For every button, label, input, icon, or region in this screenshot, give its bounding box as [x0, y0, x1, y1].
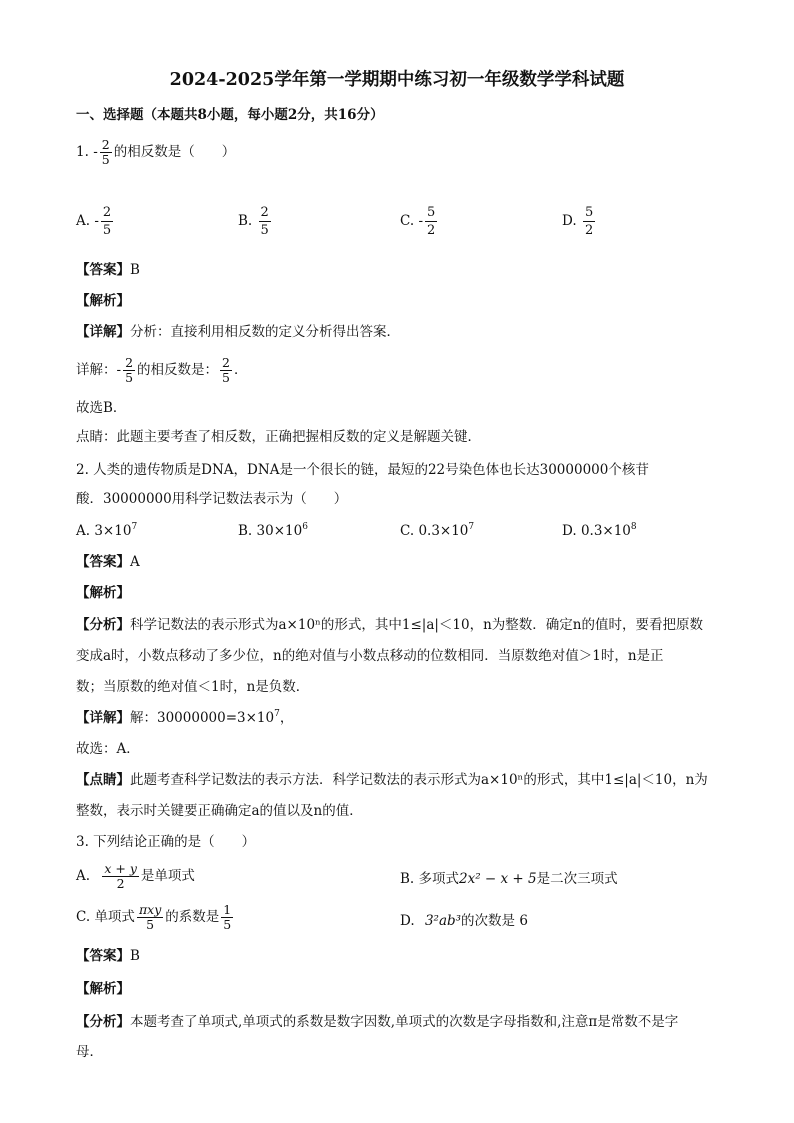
- q2-fenxi-2: 变成a时，小数点移动了多少位，n的绝对值与小数点移动的位数相同．当原数绝对值＞1时，n是正: [76, 648, 664, 664]
- page-title: 2024-2025学年第一学期期中练习初一年级数学学科试题: [169, 70, 625, 90]
- fraction: [102, 862, 139, 891]
- option-letter: D.: [400, 913, 415, 929]
- q1-option-a: [76, 204, 115, 239]
- answer-tag: 【答案】: [76, 554, 130, 570]
- answer-tag: 【答案】: [76, 948, 130, 964]
- option-base: 30×10: [256, 523, 303, 539]
- fraction: [220, 356, 232, 385]
- q1-option-d: [562, 204, 597, 239]
- option-text: 的系数是: [165, 909, 220, 925]
- denominator: 5: [146, 917, 155, 932]
- option-base: 0.3×10: [418, 523, 469, 539]
- math-expression: 3²ab³: [424, 913, 462, 929]
- q2-analysis-tag: 【解析】: [76, 585, 130, 601]
- numerator: 5: [584, 205, 594, 220]
- solution-prefix: 详解：-: [76, 362, 122, 378]
- option-letter: D.: [562, 213, 577, 229]
- denominator: 5: [125, 370, 134, 385]
- q3-fenxi-1: [76, 1013, 678, 1031]
- question-number: 1.: [76, 144, 89, 160]
- q1-option-b: [238, 204, 273, 239]
- q2-choose: 故选：A．: [76, 741, 140, 757]
- option-letter: B.: [238, 523, 253, 539]
- q3-option-a: [76, 862, 195, 891]
- q1-choose: 故选B．: [76, 400, 127, 416]
- denominator: 5: [222, 370, 230, 385]
- question-2-line1: 2. 人类的遗传物质是DNA，DNA是一个很长的链，最短的22号染色体也长达30000000个核苷: [76, 462, 649, 478]
- exponent: 6: [302, 522, 308, 532]
- numerator: 2: [222, 355, 230, 370]
- fraction: [100, 138, 112, 167]
- dianjing-text: 此题考查科学记数法的表示方法．科学记数法的表示形式为a×10ⁿ的形式，其中1≤|a|＜10，n为: [130, 772, 708, 788]
- exponent: 8: [630, 522, 637, 532]
- denominator: 2: [584, 223, 594, 238]
- fraction: [137, 903, 163, 932]
- option-letter: C.: [400, 213, 415, 229]
- fraction: [425, 204, 437, 239]
- q1-option-c: [400, 204, 439, 239]
- denominator: 2: [116, 876, 125, 891]
- question-2-line2: 酸．30000000用科学记数法表示为（ ）: [76, 491, 348, 507]
- answer-tag: 【答案】: [76, 262, 130, 278]
- q3-answer: [76, 947, 140, 965]
- option-letter: D.: [562, 523, 577, 539]
- fraction: [583, 204, 595, 239]
- answer-value: B: [130, 948, 140, 964]
- numerator: 2: [125, 355, 134, 370]
- fenxi-text: 科学记数法的表示形式为a×10ⁿ的形式，其中1≤|a|＜10，n为整数．确定n的值时，要看把原数: [130, 617, 703, 633]
- detail-text: 分析：直接利用相反数的定义分析得出答案．: [130, 324, 400, 340]
- detail-text: 解：30000000=3×10: [130, 710, 275, 726]
- q2-answer: [76, 553, 140, 571]
- q2-option-a: [76, 522, 137, 540]
- option-text: 多项式: [418, 871, 460, 887]
- numerator: x + y: [104, 861, 137, 876]
- fenxi-text: 本题考查了单项式,单项式的系数是数字因数,单项式的次数是字母指数和,注意π是常数不是字: [130, 1014, 679, 1030]
- numerator: 2: [101, 137, 110, 152]
- option-base: 3×10: [94, 523, 132, 539]
- question-3: 3. 下列结论正确的是（ ）: [76, 834, 256, 850]
- solution-text: 的相反数是：: [137, 362, 219, 378]
- q2-option-d: [562, 522, 637, 540]
- dianjing-tag: 【点睛】: [76, 772, 130, 788]
- numerator: πxy: [138, 902, 162, 917]
- q2-fenxi-3: 数；当原数的绝对值＜1时，n是负数．: [76, 679, 310, 695]
- section-heading: 一、选择题（本题共8小题，每小题2分，共16分）: [76, 107, 384, 123]
- exponent: 7: [468, 522, 475, 532]
- answer-value: A: [130, 554, 140, 570]
- denominator: 5: [223, 917, 232, 932]
- numerator: 1: [223, 902, 232, 917]
- q2-dianjing-2: 整数，表示时关键要正确确定a的值以及n的值．: [76, 803, 363, 819]
- option-letter: B.: [400, 871, 415, 887]
- fraction: [221, 903, 233, 932]
- question-1: [76, 138, 235, 167]
- q1-comment: 点睛：此题主要考查了相反数，正确把握相反数的定义是解题关键．: [76, 429, 481, 445]
- exponent: 7: [131, 522, 138, 532]
- detail-tag: 【详解】: [76, 324, 130, 340]
- option-letter: C.: [76, 909, 91, 925]
- q3-option-b: [400, 870, 618, 888]
- exponent: 7: [274, 709, 280, 719]
- minus-sign: -: [418, 213, 423, 229]
- numerator: 2: [102, 205, 112, 220]
- detail-tag: 【详解】: [76, 710, 130, 726]
- q2-option-b: [238, 522, 308, 540]
- denominator: 5: [102, 223, 112, 238]
- option-letter: C.: [400, 523, 415, 539]
- question-text: 的相反数是（ ）: [113, 144, 236, 160]
- fraction: [123, 356, 135, 385]
- option-text: 是二次三项式: [536, 871, 618, 887]
- option-text: 的次数是 6: [461, 913, 528, 929]
- option-text: 是单项式: [140, 868, 195, 884]
- q1-detail: [76, 323, 400, 341]
- fraction: [101, 204, 113, 239]
- q1-solution: [76, 356, 247, 385]
- answer-value: B: [130, 262, 140, 278]
- solution-end: ．: [233, 362, 248, 378]
- denominator: 5: [260, 223, 269, 238]
- option-text: 单项式: [94, 909, 135, 925]
- option-letter: A.: [76, 868, 91, 884]
- option-letter: B.: [238, 213, 253, 229]
- q3-fenxi-2: 母．: [76, 1044, 103, 1060]
- q3-analysis-tag: 【解析】: [76, 981, 130, 997]
- detail-end: ，: [279, 710, 294, 726]
- option-letter: A.: [76, 213, 91, 229]
- q3-option-d: [400, 912, 528, 930]
- option-base: 0.3×10: [580, 523, 631, 539]
- fraction: [259, 204, 271, 239]
- q1-analysis-tag: 【解析】: [76, 293, 130, 309]
- fenxi-tag: 【分析】: [76, 1014, 130, 1030]
- numerator: 5: [427, 205, 436, 220]
- denominator: 2: [427, 223, 436, 238]
- minus-sign: -: [94, 213, 99, 229]
- q2-option-c: [400, 522, 474, 540]
- denominator: 5: [101, 152, 110, 167]
- fenxi-tag: 【分析】: [76, 617, 130, 633]
- minus-sign: -: [93, 144, 98, 160]
- q2-detail: [76, 709, 293, 727]
- q2-fenxi-1: [76, 616, 703, 634]
- q1-answer: [76, 261, 140, 279]
- q3-option-c: [76, 903, 235, 932]
- option-letter: A.: [76, 523, 91, 539]
- numerator: 2: [260, 205, 269, 220]
- q2-dianjing-1: [76, 771, 708, 789]
- math-expression: 2x² − x + 5: [459, 871, 537, 887]
